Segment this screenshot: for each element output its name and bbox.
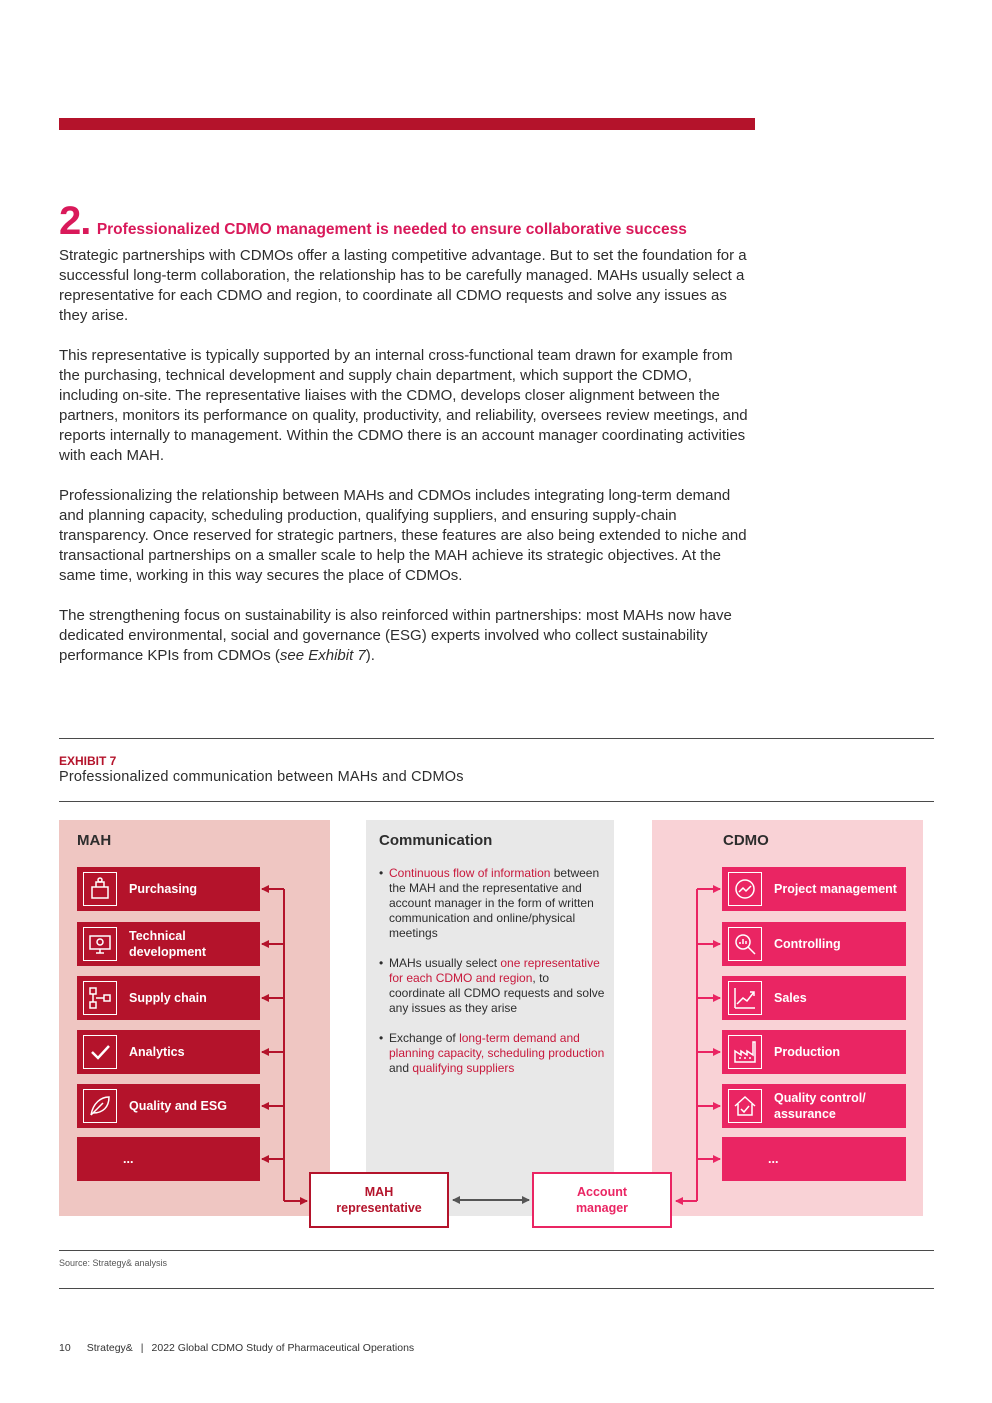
footer-brand: Strategy&	[86, 1342, 133, 1354]
section-number: 2.	[59, 199, 91, 243]
paragraph-4-text: The strengthening focus on sustainability is also reinforced within partnerships: most MAHs now have dedicated environmental, social and governance (ESG) experts involved who collect sustainability performance KPIs from CDMOs (	[59, 607, 732, 664]
trend-chart-icon	[728, 981, 762, 1015]
exhibit-title: Professionalized communication between MAHs and CDMOs	[59, 769, 464, 785]
cdmo-item-sales	[722, 976, 906, 1020]
communication-bullet-1: • Continuous flow of information between the MAH and the representative and account manager in the form of written communication and online/physical meetings	[379, 866, 607, 941]
paragraph-2: This representative is typically supported by an internal cross-functional team drawn for example from the purchasing, technical development and supply chain department, which support the CDMO, including on-site. The representative liaises with the CDMO, develops closer alignment between the partners, monitors its performance on quality, productivity, and reliability, oversees review meetings, and reports internally to management. Within the CDMO there is an account manager coordinating activities with each MAH.	[59, 347, 748, 464]
source-note: Source: Strategy& analysis	[59, 1258, 168, 1268]
cdmo-item-label: Production	[774, 1045, 840, 1059]
purchasing-icon	[83, 872, 117, 906]
source-bottom-rule	[59, 1288, 934, 1289]
mah-item-quality-esg	[77, 1084, 260, 1128]
cdmo-item-label: Sales	[774, 991, 807, 1005]
cdmo-item-label: Quality control/ assurance	[774, 1091, 866, 1121]
body-text	[59, 246, 749, 686]
communication-title: Communication	[379, 832, 493, 849]
cdmo-item-more	[722, 1137, 906, 1181]
cdmo-title: CDMO	[723, 832, 769, 849]
mah-item-label: Technical development	[129, 929, 207, 959]
magnifier-chart-icon	[728, 927, 762, 961]
cdmo-item-controlling	[722, 922, 906, 966]
communication-bullet-3: • Exchange of long-term demand and planning capacity, scheduling production and qualifying suppliers	[379, 1031, 607, 1076]
communication-bullets	[379, 866, 607, 1091]
leaf-icon	[83, 1089, 117, 1123]
mah-item-more	[77, 1137, 260, 1181]
footer-separator: |	[140, 1342, 144, 1354]
factory-icon	[728, 1035, 762, 1069]
mah-item-label: Supply chain	[129, 991, 207, 1005]
mah-representative-box	[309, 1172, 449, 1228]
house-check-icon	[728, 1089, 762, 1123]
technical-development-icon	[83, 927, 117, 961]
mah-item-technical-development	[77, 922, 260, 966]
top-accent-bar	[59, 118, 755, 130]
cdmo-item-ellipsis: ...	[768, 1152, 779, 1166]
paragraph-4-end: ).	[365, 647, 375, 664]
section-heading	[59, 199, 779, 245]
source-top-rule	[59, 1250, 934, 1251]
cdmo-item-project-management	[722, 867, 906, 911]
exhibit-reference: see Exhibit 7	[279, 647, 366, 664]
mah-title: MAH	[77, 832, 112, 849]
account-manager-box	[532, 1172, 672, 1228]
paragraph-1: Strategic partnerships with CDMOs offer a lasting competitive advantage. But to set the foundation for a successful long-term collaboration, the relationship has to be carefully managed. MAHs usually select a representative for each CDMO and region, to coordinate all CDMO requests and solve any issues as they arise.	[59, 247, 747, 324]
paragraph-3: Professionalizing the relationship between MAHs and CDMOs includes integrating long-term demand and planning capacity, scheduling production, qualifying suppliers, and ensuring supply-chain transparency. Once reserved for strategic partners, these features are also being extended to niche and transactional partnerships on a smaller scale to help the MAH achieve its strategic objectives. At the same time, working in this way secures the place of CDMOs.	[59, 487, 747, 584]
mah-item-analytics	[77, 1030, 260, 1074]
page-number: 10	[59, 1342, 71, 1354]
communication-bullet-2: • MAHs usually select one representative for each CDMO and region, to coordinate all CDMO requests and solve any issues as they arise	[379, 956, 607, 1016]
supply-chain-icon	[83, 981, 117, 1015]
footer-document-title: 2022 Global CDMO Study of Pharmaceutical Operations	[151, 1342, 415, 1354]
mah-item-purchasing	[77, 867, 260, 911]
mah-item-label: Quality and ESG	[129, 1099, 227, 1113]
cdmo-item-label: Project management	[774, 882, 897, 896]
account-manager-label: Account manager	[575, 1185, 629, 1215]
mah-item-supply-chain	[77, 976, 260, 1020]
mah-item-label: Purchasing	[129, 882, 198, 896]
exhibit-label: EXHIBIT 7	[59, 754, 117, 768]
mah-item-ellipsis: ...	[123, 1152, 134, 1166]
project-management-icon	[728, 872, 762, 906]
page-footer	[59, 1342, 414, 1354]
paragraph-4	[59, 606, 749, 666]
exhibit-title-rule	[59, 801, 934, 802]
mah-representative-label: MAH representative	[336, 1185, 422, 1215]
cdmo-item-label: Controlling	[774, 937, 841, 951]
checkmark-icon	[83, 1035, 117, 1069]
cdmo-item-quality-control	[722, 1084, 906, 1128]
cdmo-item-production	[722, 1030, 906, 1074]
exhibit-top-rule	[59, 738, 934, 739]
section-title: Professionalized CDMO management is needed to ensure collaborative success	[96, 221, 687, 238]
mah-item-label: Analytics	[129, 1045, 185, 1059]
